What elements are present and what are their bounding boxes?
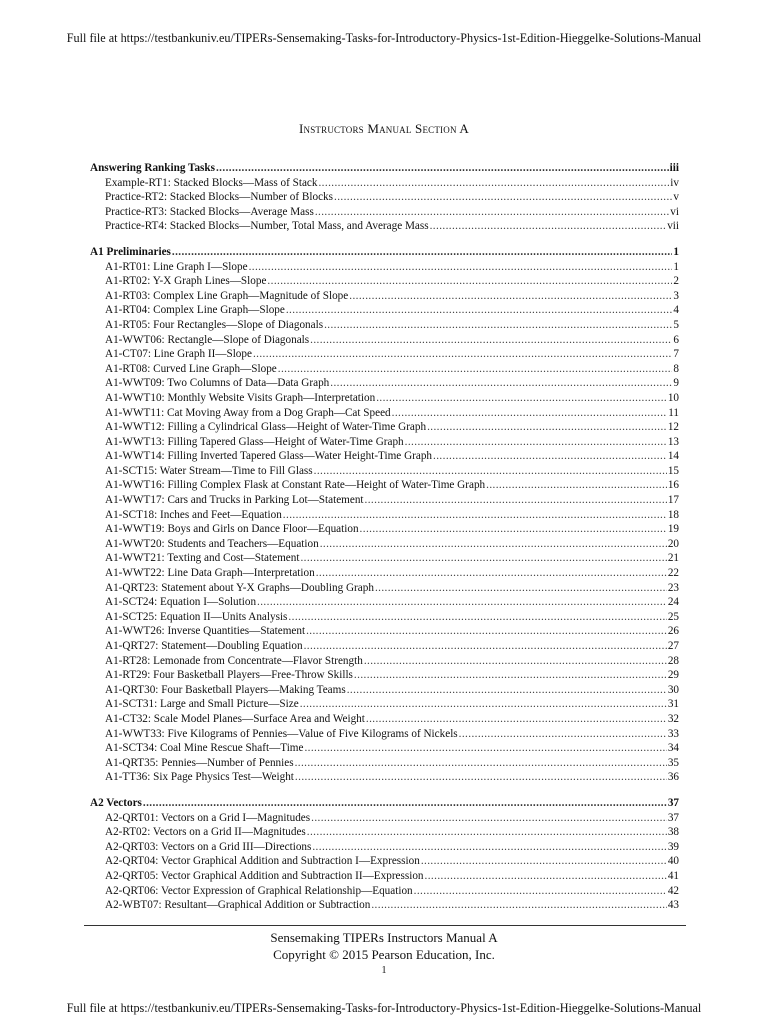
toc-entry-title: Practice-RT4: Stacked Blocks—Number, Total Mass, and Average Mass xyxy=(105,220,429,233)
toc-entry-title: A1-RT04: Complex Line Graph—Slope xyxy=(105,304,285,317)
dot-leader xyxy=(360,522,667,537)
toc-entry xyxy=(90,756,679,771)
toc-entry xyxy=(90,376,679,391)
dot-leader xyxy=(257,595,667,610)
toc-entry xyxy=(90,741,679,756)
bottom-source-banner: Full file at https://testbankuniv.eu/TIPERs-Sensemaking-Tasks-for-Introductory-Physics-1st-Edition-Hieggelke-Solutions-Manual xyxy=(66,1001,702,1015)
toc-entry-title: A1-WWT16: Filling Complex Flask at Constant Rate—Height of Water-Time Graph xyxy=(105,479,486,492)
toc-entry xyxy=(90,391,679,406)
toc-entry-title: A1-WWT13: Filling Tapered Glass—Height of Water-Time Graph xyxy=(105,435,404,448)
toc-entry-page: 15 xyxy=(667,464,679,477)
dot-leader xyxy=(314,464,667,479)
toc-entry-title: A2-QRT04: Vector Graphical Addition and Subtraction I—Expression xyxy=(105,855,420,868)
dot-leader xyxy=(300,551,666,566)
toc-entry-title: A1-CT07: Line Graph II—Slope xyxy=(105,348,252,361)
toc-entry xyxy=(90,420,679,435)
toc-entry xyxy=(90,727,679,742)
toc-entry xyxy=(90,610,679,625)
dot-leader xyxy=(316,566,667,581)
dot-leader xyxy=(427,420,667,435)
dot-leader xyxy=(295,770,667,785)
toc-entry xyxy=(90,898,679,913)
dot-leader xyxy=(364,654,667,669)
toc-entry-page: 20 xyxy=(667,537,679,550)
toc-entry-page: 8 xyxy=(673,362,679,375)
toc-entry xyxy=(90,190,679,205)
toc-entry xyxy=(90,435,679,450)
toc-entry-page: 40 xyxy=(667,855,679,868)
dot-leader xyxy=(172,245,673,260)
dot-leader xyxy=(392,406,668,421)
dot-leader xyxy=(425,869,667,884)
toc-entry-page: 13 xyxy=(667,435,679,448)
toc-entry-page: 39 xyxy=(667,840,679,853)
toc-entry-title: A1-SCT24: Equation I—Solution xyxy=(105,596,257,609)
toc-entry xyxy=(90,176,679,191)
toc-entry-title: A2-QRT03: Vectors on a Grid III—Directions xyxy=(105,840,312,853)
toc-section-heading-title: Answering Ranking Tasks xyxy=(90,162,215,174)
toc-entry-title: A1-RT08: Curved Line Graph—Slope xyxy=(105,362,277,375)
toc-entry-title: A2-QRT01: Vectors on a Grid I—Magnitudes xyxy=(105,811,311,824)
dot-leader xyxy=(366,712,667,727)
toc-entry xyxy=(90,770,679,785)
toc-entry-title: A1-QRT30: Four Basketball Players—Making Teams xyxy=(105,683,346,696)
dot-leader xyxy=(267,274,672,289)
dot-leader xyxy=(421,854,667,869)
toc-entry xyxy=(90,854,679,869)
toc-entry-page: 38 xyxy=(667,826,679,839)
toc-entry xyxy=(90,508,679,523)
toc-entry-page: 32 xyxy=(667,712,679,725)
dot-leader xyxy=(371,898,666,913)
toc-entry xyxy=(90,639,679,654)
dot-leader xyxy=(405,435,667,450)
toc-entry-page: 22 xyxy=(667,567,679,580)
dot-leader xyxy=(295,756,667,771)
toc-entry-title: A1-RT01: Line Graph I—Slope xyxy=(105,260,248,273)
toc-entry-page: 2 xyxy=(673,275,679,288)
toc-entry-title: A1-SCT25: Equation II—Units Analysis xyxy=(105,610,288,623)
toc-entry-page: 9 xyxy=(673,377,679,390)
toc-entry-page: 35 xyxy=(667,756,679,769)
toc-entry-title: A1-WWT09: Two Columns of Data—Data Graph xyxy=(105,377,330,390)
dot-leader xyxy=(459,727,667,742)
toc-entry xyxy=(90,697,679,712)
toc-entry-page: 7 xyxy=(673,348,679,361)
toc-entry-page: 12 xyxy=(667,421,679,434)
toc-entry xyxy=(90,551,679,566)
toc-entry-title: A1-RT02: Y-X Graph Lines—Slope xyxy=(105,275,267,288)
dot-leader xyxy=(286,303,673,318)
toc-entry-title: A1-WWT33: Five Kilograms of Pennies—Value of Five Kilograms of Nickels xyxy=(105,727,458,740)
toc-entry xyxy=(90,219,679,234)
footer-divider xyxy=(84,925,686,926)
toc-entry-title: A1-SCT34: Coal Mine Rescue Shaft—Time xyxy=(105,742,304,755)
dot-leader xyxy=(306,624,667,639)
toc-entry-page: 25 xyxy=(667,610,679,623)
toc-entry xyxy=(90,347,679,362)
toc-entry-title: A1-CT32: Scale Model Planes—Surface Area and Weight xyxy=(105,712,365,725)
toc-entry-title: A1-QRT23: Statement about Y-X Graphs—Doubling Graph xyxy=(105,581,374,594)
toc-entry-title: A1-WWT17: Cars and Trucks in Parking Lot—Statement xyxy=(105,494,364,507)
toc-entry-page: 33 xyxy=(667,727,679,740)
dot-leader xyxy=(249,260,673,275)
page-number: 1 xyxy=(381,965,387,976)
dot-leader xyxy=(433,449,667,464)
dot-leader xyxy=(486,478,667,493)
footer-copyright: Copyright © 2015 Pearson Education, Inc. xyxy=(273,947,495,962)
toc-entry-page: 31 xyxy=(667,698,679,711)
toc-entry-page: vi xyxy=(670,205,679,218)
toc-section xyxy=(90,161,679,234)
toc-section-heading-title: A1 Preliminaries xyxy=(90,245,171,258)
toc-entry-page: 17 xyxy=(667,494,679,507)
toc-entry xyxy=(90,464,679,479)
toc-section-heading xyxy=(90,796,679,811)
dot-leader xyxy=(312,840,666,855)
toc-section xyxy=(90,796,679,913)
toc-entry-title: A1-SCT18: Inches and Feet—Equation xyxy=(105,508,282,521)
toc-entry-title: A1-SCT31: Large and Small Picture—Size xyxy=(105,698,299,711)
toc-entry xyxy=(90,581,679,596)
toc-entry xyxy=(90,362,679,377)
toc-section-heading xyxy=(90,245,679,260)
toc-entry-page: 23 xyxy=(667,581,679,594)
toc-entry-page: 18 xyxy=(667,508,679,521)
toc-entry-page: 30 xyxy=(667,683,679,696)
toc-entry-title: A1-TT36: Six Page Physics Test—Weight xyxy=(105,771,294,784)
toc-entry xyxy=(90,333,679,348)
dot-leader xyxy=(304,639,667,654)
toc-entry-page: 28 xyxy=(667,654,679,667)
toc-section xyxy=(90,245,679,785)
toc-entry-title: A2-RT02: Vectors on a Grid II—Magnitudes xyxy=(105,826,306,839)
dot-leader xyxy=(354,668,667,683)
dot-leader xyxy=(307,825,667,840)
toc-section-heading-title: A2 Vectors xyxy=(90,796,142,809)
toc-entry-page: vii xyxy=(667,220,679,233)
dot-leader xyxy=(143,796,667,811)
toc-entry xyxy=(90,825,679,840)
dot-leader xyxy=(300,697,667,712)
toc-entry-page: 16 xyxy=(667,479,679,492)
dot-leader xyxy=(375,581,667,596)
toc-entry-title: A1-RT03: Complex Line Graph—Magnitude of Slope xyxy=(105,289,349,302)
toc-entry-page: 36 xyxy=(667,771,679,784)
toc-entry xyxy=(90,522,679,537)
toc-entry-title: A1-QRT35: Pennies—Number of Pennies xyxy=(105,756,294,769)
top-source-banner: Full file at https://testbankuniv.eu/TIPERs-Sensemaking-Tasks-for-Introductory-Physics-1st-Edition-Hieggelke-Solutions-Manual xyxy=(66,31,702,45)
toc-entry xyxy=(90,884,679,899)
toc-entry xyxy=(90,449,679,464)
toc-entry-page: 24 xyxy=(667,596,679,609)
toc-entry xyxy=(90,624,679,639)
dot-leader xyxy=(278,362,673,377)
toc-entry xyxy=(90,683,679,698)
toc-entry xyxy=(90,260,679,275)
toc-entry-page: 10 xyxy=(667,391,679,404)
dot-leader xyxy=(330,376,672,391)
footer-manual-title: Sensemaking TIPERs Instructors Manual A xyxy=(270,930,498,945)
toc-entry-title: A1-WWT21: Texting and Cost—Statement xyxy=(105,552,300,565)
toc-entry-title: A1-QRT27: Statement—Doubling Equation xyxy=(105,640,303,652)
dot-leader xyxy=(311,811,667,826)
toc-entry-page: 4 xyxy=(673,304,679,317)
toc-entry xyxy=(90,406,679,421)
toc-entry-page: 29 xyxy=(667,669,679,682)
toc-entry xyxy=(90,654,679,669)
dot-leader xyxy=(334,190,672,205)
dot-leader xyxy=(320,537,667,552)
toc-entry-title: A1-WWT10: Monthly Website Visits Graph—Interpretation xyxy=(105,391,376,404)
dot-leader xyxy=(253,347,672,362)
toc-entry-page: 1 xyxy=(673,260,679,273)
toc-entry-page: 34 xyxy=(667,742,679,755)
toc-entry-title: A1-WWT12: Filling a Cylindrical Glass—Height of Water-Time Graph xyxy=(105,421,427,434)
toc-entry-page: 3 xyxy=(673,289,679,302)
toc-entry-page: 42 xyxy=(667,884,679,897)
dot-leader xyxy=(430,219,667,234)
toc-entry-title: A2-WBT07: Resultant—Graphical Addition or Subtraction xyxy=(105,899,371,912)
dot-leader xyxy=(283,508,667,523)
toc-entry-page: 6 xyxy=(673,333,679,346)
toc-entry xyxy=(90,478,679,493)
toc-entry-title: A1-RT28: Lemonade from Concentrate—Flavor Strength xyxy=(105,654,363,667)
dot-leader xyxy=(414,884,667,899)
toc-entry-title: A1-WWT14: Filling Inverted Tapered Glass—Water Height-Time Graph xyxy=(105,450,433,463)
toc-entry-page: 19 xyxy=(667,523,679,536)
dot-leader xyxy=(310,333,672,348)
dot-leader xyxy=(318,176,669,191)
toc-entry-page: 14 xyxy=(667,450,679,463)
dot-leader xyxy=(315,205,669,220)
dot-leader xyxy=(304,741,666,756)
toc-section-heading-page: 1 xyxy=(673,245,679,258)
toc-entry-page: 27 xyxy=(667,640,679,652)
toc-section-heading-page: iii xyxy=(669,162,679,174)
toc-entry xyxy=(90,595,679,610)
toc-entry-page: v xyxy=(673,191,679,204)
toc-entry xyxy=(90,205,679,220)
toc-entry xyxy=(90,303,679,318)
toc-entry-page: 21 xyxy=(667,552,679,565)
toc-entry-title: A2-QRT05: Vector Graphical Addition and Subtraction II—Expression xyxy=(105,869,424,882)
toc-entry-title: A1-WWT20: Students and Teachers—Equation xyxy=(105,537,319,550)
toc-entry xyxy=(90,566,679,581)
toc-entry-page: 37 xyxy=(667,811,679,824)
dot-leader xyxy=(349,289,672,304)
toc-entry-page: 5 xyxy=(673,318,679,331)
toc-entry-title: A1-WWT11: Cat Moving Away from a Dog Graph—Cat Speed xyxy=(105,406,391,419)
dot-leader xyxy=(365,493,667,508)
table-of-contents xyxy=(90,161,679,924)
toc-entry-page: iv xyxy=(670,176,679,189)
toc-entry xyxy=(90,289,679,304)
toc-entry xyxy=(90,712,679,727)
toc-section-heading xyxy=(90,161,679,176)
toc-entry xyxy=(90,537,679,552)
dot-leader xyxy=(216,161,669,176)
toc-entry-title: A1-WWT22: Line Data Graph—Interpretation xyxy=(105,567,315,580)
toc-entry-title: A2-QRT06: Vector Expression of Graphical Relationship—Equation xyxy=(105,884,413,897)
toc-entry-page: 11 xyxy=(668,406,679,419)
toc-entry-title: Example-RT1: Stacked Blocks—Mass of Stack xyxy=(105,176,318,189)
toc-entry-page: 26 xyxy=(667,625,679,638)
toc-entry-title: A1-WWT06: Rectangle—Slope of Diagonals xyxy=(105,333,310,346)
toc-entry xyxy=(90,493,679,508)
dot-leader xyxy=(347,683,667,698)
toc-entry-title: A1-RT29: Four Basketball Players—Free-Throw Skills xyxy=(105,669,353,682)
toc-entry xyxy=(90,668,679,683)
toc-entry xyxy=(90,869,679,884)
toc-entry xyxy=(90,811,679,826)
dot-leader xyxy=(376,391,667,406)
toc-entry-title: Practice-RT2: Stacked Blocks—Number of Blocks xyxy=(105,191,333,204)
toc-entry-title: A1-RT05: Four Rectangles—Slope of Diagonals xyxy=(105,318,324,331)
toc-entry-title: A1-WWT26: Inverse Quantities—Statement xyxy=(105,625,306,638)
toc-entry-title: Practice-RT3: Stacked Blocks—Average Mass xyxy=(105,205,314,218)
page-title: Instructors Manual Section A xyxy=(299,121,469,136)
toc-section-heading-page: 37 xyxy=(667,796,679,809)
dot-leader xyxy=(288,610,666,625)
toc-entry-page: 43 xyxy=(667,899,679,912)
dot-leader xyxy=(324,318,672,333)
toc-entry xyxy=(90,274,679,289)
toc-entry xyxy=(90,840,679,855)
toc-entry-page: 41 xyxy=(667,869,679,882)
toc-entry xyxy=(90,318,679,333)
toc-entry-title: A1-WWT19: Boys and Girls on Dance Floor—Equation xyxy=(105,523,359,536)
toc-entry-title: A1-SCT15: Water Stream—Time to Fill Glass xyxy=(105,464,313,477)
